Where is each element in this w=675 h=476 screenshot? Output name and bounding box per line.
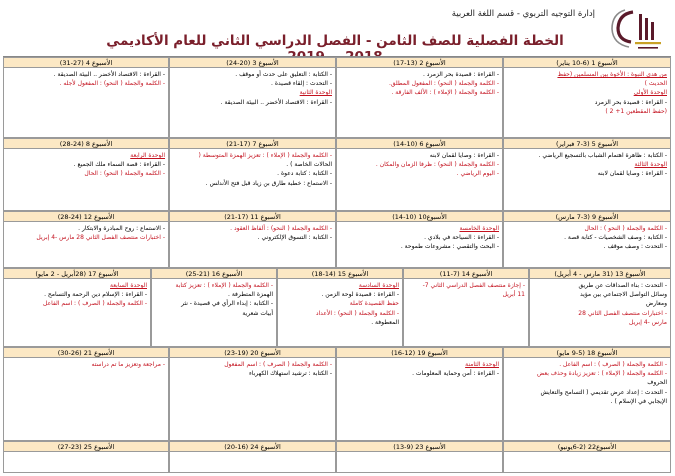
- plan-line: - اختبارات منتصف الفصل الثاني 28: [578, 309, 667, 317]
- unit-title: الوحدة الثالثة: [634, 161, 667, 169]
- week-row: [3, 441, 671, 473]
- week-content: [504, 222, 670, 254]
- plan-line: - الكلمة والجملة ( الإملاء ) : الألف الفارقة .: [391, 89, 499, 97]
- plan-table: [3, 56, 671, 472]
- week-content: [337, 222, 502, 254]
- week-cell: [3, 347, 169, 441]
- plan-line: أبيات شعرية: [242, 309, 273, 317]
- plan-line: الحالات الخاصة ) .: [286, 161, 332, 169]
- plan-line: - القراءة : الإسلام دين الرحمة والتسامح .: [44, 291, 147, 299]
- week-cell: [336, 57, 503, 138]
- week-header: الأسبوع 6 (10-14): [337, 139, 502, 149]
- week-content: [4, 279, 150, 311]
- unit-title: الوحدة الرابعة: [130, 152, 165, 159]
- week-header: الأسبوع 5 (3-7 فبراير): [504, 139, 670, 149]
- week-header: الأسبوع 15 (14-18): [278, 269, 402, 279]
- week-content: [278, 279, 402, 329]
- week-content: [337, 149, 502, 181]
- plan-line: - القراءة : قصة السماء ملك الجميع .: [73, 161, 165, 169]
- week-cell: [336, 138, 503, 211]
- week-cell: [403, 268, 529, 347]
- plan-line: - القراءة : وصايا لقمان لابنه: [429, 152, 499, 159]
- week-content: [170, 222, 335, 244]
- week-cell: [169, 211, 336, 268]
- week-content: [337, 68, 502, 100]
- plan-line: - الكلمة والجملة ( النحو) : الحال: [84, 170, 165, 178]
- week-content: [170, 68, 335, 109]
- week-cell: [3, 211, 169, 268]
- week-content: [152, 279, 276, 320]
- plan-line: - الكتابة : ترشيد استهلاك الكهرباء: [248, 370, 332, 378]
- department-name: إدارة التوجيه التربوي - قسم اللغة العربية: [451, 9, 595, 19]
- plan-line: مارس -4 إبريل: [629, 318, 667, 326]
- week-content: [504, 68, 670, 118]
- week-row: [3, 347, 671, 441]
- plan-line: 11 أبريل: [502, 291, 525, 299]
- plan-line: - القراءة : قصيدة بحر الزمرد: [594, 98, 667, 106]
- week-cell: [169, 138, 336, 211]
- week-header: الأسبوع 21 (26-30): [4, 348, 168, 358]
- unit-title: الوحدة السابعة: [110, 282, 147, 289]
- week-cell: [3, 268, 151, 347]
- week-header: الأسبوع 11 (17-21): [170, 212, 335, 222]
- plan-line: - القراءة : وصايا لقمان لابنه: [597, 170, 667, 178]
- plan-line: (حفظ المقطعين 1+ 2 ): [605, 107, 667, 115]
- week-header: الأسبوع 24 (16-20): [170, 442, 335, 452]
- week-content: [170, 149, 335, 190]
- plan-line: - الكلمة والجملة ( الصرف ) : اسم الفاعل: [43, 300, 147, 308]
- week-cell: [336, 347, 503, 441]
- plan-line: - الكتابة : إبداء الرأي في قصيدة - نثر: [181, 300, 273, 308]
- week-content: [4, 358, 168, 371]
- plan-line: - الكلمة والجملة ( النحو ) : الحال: [584, 225, 667, 232]
- week-content: [504, 149, 670, 181]
- week-header: الأسبوع 7 (17-21): [170, 139, 335, 149]
- plan-line: - الكلمة والجملة ( النحو) : الأعداد: [315, 309, 399, 317]
- plan-line: - الكتابة : وصف الشخصيات - كتابة قصة .: [564, 234, 667, 242]
- plan-line: - اختبارات منتصف الفصل الثاني 28 مارس -4 إبريل: [36, 234, 165, 242]
- week-cell: [503, 57, 671, 138]
- week-header: الأسبوع 2 (13-17): [337, 58, 502, 68]
- plan-line: - القراءة : الاقتصاد الأخضر .. البيئة الصديقة .: [53, 71, 165, 78]
- plan-line: - القراءة : أمن وحماية المعلومات .: [412, 370, 499, 378]
- plan-line: - الكلمة والجملة ( الإملاء ) : تعزيز الهمزة المتوسطة (: [198, 152, 332, 159]
- plan-line: المعطوفة .: [371, 318, 399, 326]
- week-header: الأسبوع 23 (9-13): [337, 442, 502, 452]
- plan-line: حفظ القصيدة كاملة: [349, 300, 399, 308]
- unit-title: من هدي النبوة : الأخوة بين المسلمين (حفظ: [557, 71, 667, 78]
- week-cell: [503, 138, 671, 211]
- week-row: [3, 268, 671, 347]
- plan-line: الإيجابي في الإسلام ) .: [610, 397, 667, 405]
- week-cell: [336, 441, 503, 473]
- plan-line: - القراءة : قصيدة لوحة الزمن .: [321, 291, 399, 299]
- week-header: الأسبوع 25 (23-27): [4, 442, 168, 452]
- week-content: [337, 358, 502, 380]
- week-header: الأسبوع 9 (3-7 مارس): [504, 212, 670, 222]
- unit-title: الوحدة الثانية: [299, 89, 332, 97]
- week-header: الأسبوع 13 (31 مارس - 4 أبريل): [530, 269, 670, 279]
- plan-line: الحروف: [647, 379, 667, 387]
- week-row: [3, 138, 671, 211]
- plan-line: - التحدث : بناء الصداقات عن طريق: [578, 282, 667, 289]
- week-content: [504, 452, 670, 456]
- week-cell: [503, 211, 671, 268]
- week-cell: [503, 441, 671, 473]
- plan-line: - الكلمة والجملة ( النحو) : ألفاظ العقود .: [230, 225, 332, 232]
- plan-line: - التحدث : إعداد عرض تقديمي ( التسامح والتعايش: [540, 388, 667, 396]
- week-content: [504, 358, 670, 408]
- week-header: الأسبوع 12 (24-28): [4, 212, 168, 222]
- week-header: الأسبوع10 (10-14): [337, 212, 502, 222]
- week-cell: [503, 347, 671, 441]
- unit-title: الوحدة الأولى: [633, 89, 667, 97]
- week-header: الأسبوع 4 (27-31): [4, 58, 168, 68]
- plan-line: - التحدث : إلقاء قصيدة .: [271, 80, 332, 88]
- week-cell: [336, 211, 503, 268]
- week-header: الأسبوع 3 (20-24): [170, 58, 335, 68]
- week-header: الأسبوع 19 (12-16): [337, 348, 502, 358]
- plan-line: ومعارض: [646, 300, 667, 308]
- page-header: [0, 0, 675, 58]
- week-content: [4, 68, 168, 90]
- plan-line: - مراجعة وتعزيز ما تم دراسته: [91, 361, 165, 368]
- week-content: [170, 452, 335, 456]
- plan-line: - الاستماع : روح المبادرة والابتكار .: [78, 225, 165, 232]
- unit-title: الوحدة السادسة: [358, 282, 399, 289]
- week-header: الأسبوع 17 (28أبريل - 2 مايو): [4, 269, 150, 279]
- plan-line: - اليوم الرياضي .: [456, 170, 499, 178]
- week-header: الأسبوع 20 (19-23): [170, 348, 335, 358]
- plan-line: - الكتابة : التسوق الإلكتروني .: [257, 234, 332, 242]
- unit-title: الوحدة الخامسة: [459, 225, 499, 232]
- week-cell: [3, 138, 169, 211]
- week-cell: [151, 268, 277, 347]
- week-content: [170, 358, 335, 380]
- plan-line: - القراءة : قصيدة بحر الزمرد .: [422, 71, 499, 78]
- week-header: الأسبوع 1 (6-10 يناير): [504, 58, 670, 68]
- plan-line: - الكتابة : كتابة دعوة .: [277, 170, 332, 178]
- week-cell: [3, 57, 169, 138]
- plan-line: - الكلمة والجملة ( النحو) : المفعول لأجله .: [59, 80, 165, 88]
- week-cell: [529, 268, 671, 347]
- week-content: [337, 452, 502, 456]
- week-content: [4, 222, 168, 244]
- plan-line: - الكتابة : ظاهرة اهتمام الشباب بالتسجيع الرياضي .: [538, 152, 667, 159]
- week-header: الأسبوع22 (2-6يونيو): [504, 442, 670, 452]
- week-content: [404, 279, 528, 301]
- plan-line: - الاستماع : خطبة طارق بن زياد قبل فتح الأندلس .: [205, 179, 332, 187]
- page-title: الخطة الفصلية للصف الثامن - الفصل الدراسي الثاني للعام الأكاديمي: [106, 33, 564, 49]
- week-row: [3, 57, 671, 138]
- plan-line: - القراءة : السياحة في بلادي .: [424, 234, 499, 242]
- plan-line: - الكلمة والجملة ( الإملاء ) : تعزيز كتابة: [175, 282, 273, 289]
- plan-line: - إجازة منتصف الفصل الدراسي الثاني 7-: [422, 282, 525, 289]
- plan-line: - الكلمة والجملة ( الصرف ) : اسم المفعول: [224, 361, 332, 368]
- plan-line: - القراءة : الاقتصاد الأخضر .. البيئة الصديقة .: [220, 98, 332, 106]
- plan-line: - الكلمة والجملة ( النحو) : المفعول المطلق.: [388, 80, 499, 88]
- plan-line: - التحدث : وصف موقف .: [603, 243, 667, 251]
- week-header: الأسبوع 8 (24-28): [4, 139, 168, 149]
- week-content: [4, 149, 168, 181]
- plan-line: - الكلمة والجملة ( النحو) : ظرفا الزمان والمكان .: [375, 161, 499, 169]
- week-cell: [169, 57, 336, 138]
- plan-line: - الكلمة والجملة ( الصرف ) : اسم الفاعل .: [559, 361, 667, 368]
- week-cell: [169, 441, 336, 473]
- ministry-logo: [605, 4, 667, 54]
- week-header: الأسبوع 16 (21-25): [152, 269, 276, 279]
- unit-title: الوحدة الثامنة: [465, 361, 499, 368]
- week-header: الأسبوع 18 (5-9 مايو): [504, 348, 670, 358]
- week-cell: [277, 268, 403, 347]
- week-cell: [169, 347, 336, 441]
- plan-line: - الكتابة : التعليق على حدث أو موقف .: [235, 71, 332, 78]
- week-header: الأسبوع 14 (7-11): [404, 269, 528, 279]
- week-cell: [3, 441, 169, 473]
- plan-line: - الكلمة والجملة ( الإملاء ) : تعزيز زيادة وحذف بعض: [536, 370, 667, 378]
- plan-line: وسائل التواصل الاجتماعي بين مؤيد: [580, 291, 667, 299]
- plan-line: الحديث ): [644, 80, 667, 88]
- week-row: [3, 211, 671, 268]
- week-content: [4, 452, 168, 456]
- plan-line: الهمزة المتطرفة .: [228, 291, 273, 299]
- plan-line: - البحث والتقصي : مشروعات طموحة .: [400, 243, 499, 251]
- week-content: [530, 279, 670, 329]
